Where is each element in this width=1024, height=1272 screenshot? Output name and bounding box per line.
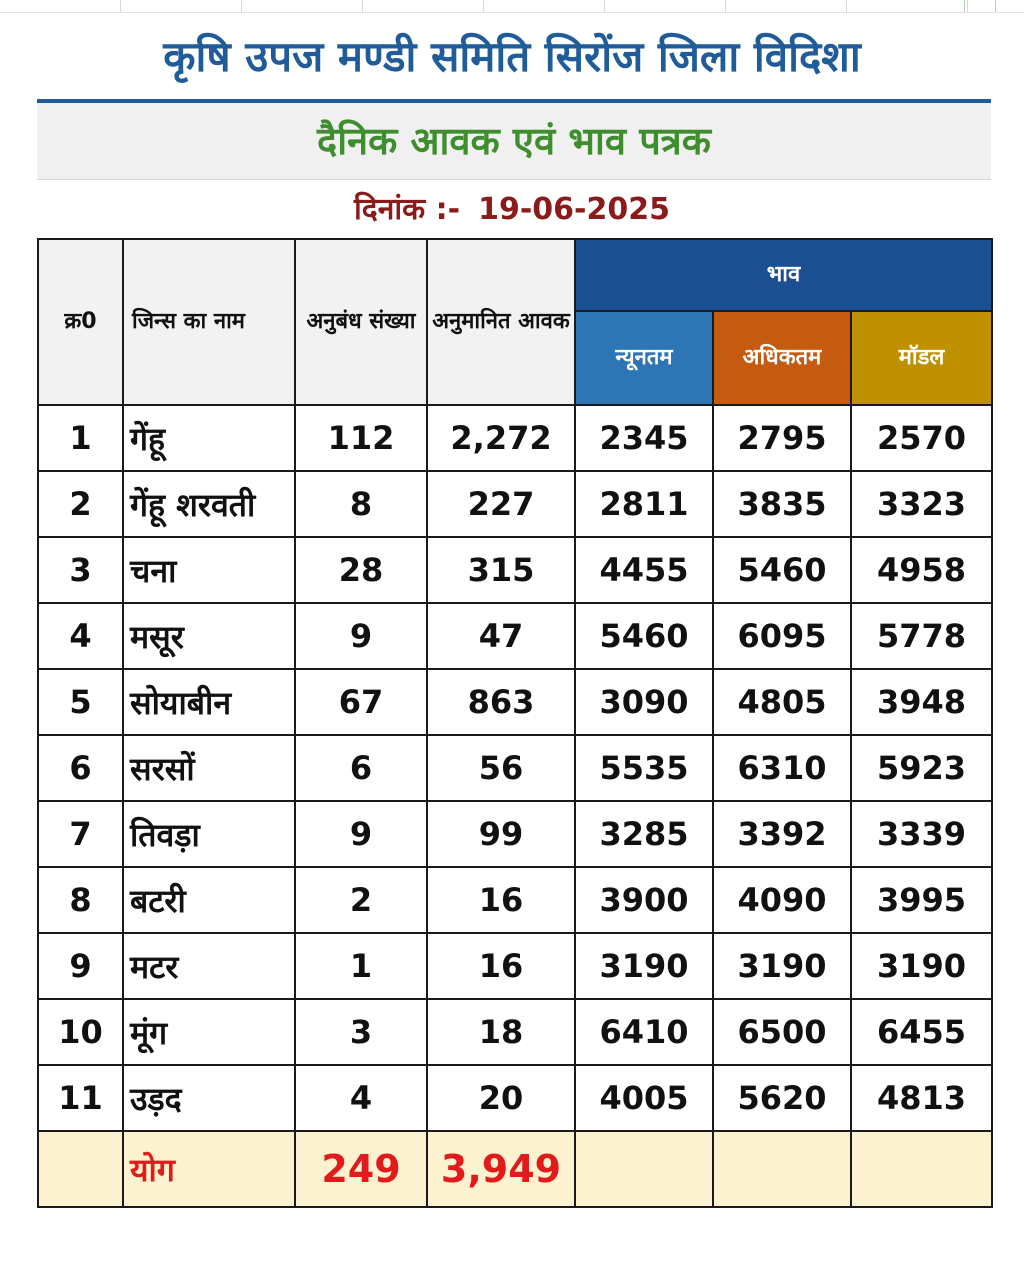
contracts-cell: 6 xyxy=(295,735,427,801)
min-rate-cell: 3190 xyxy=(575,933,713,999)
serial-cell: 9 xyxy=(38,933,123,999)
contracts-cell: 4 xyxy=(295,1065,427,1131)
min-rate-cell: 2811 xyxy=(575,471,713,537)
modal-rate-cell: 4813 xyxy=(851,1065,992,1131)
serial-cell: 1 xyxy=(38,405,123,471)
table-row xyxy=(38,999,992,1065)
header-commodity: जिन्स का नाम xyxy=(123,239,295,405)
modal-rate-cell: 3948 xyxy=(851,669,992,735)
header-max-rate: अधिकतम xyxy=(713,311,851,405)
serial-cell: 11 xyxy=(38,1065,123,1131)
commodity-cell: मटर xyxy=(123,933,295,999)
serial-cell: 10 xyxy=(38,999,123,1065)
modal-rate-cell: 2570 xyxy=(851,405,992,471)
max-rate-cell: 3835 xyxy=(713,471,851,537)
max-rate-cell: 6310 xyxy=(713,735,851,801)
min-rate-cell: 2345 xyxy=(575,405,713,471)
modal-rate-cell: 3323 xyxy=(851,471,992,537)
header-modal-rate: मॉडल xyxy=(851,311,992,405)
selected-cell-edge xyxy=(934,0,1024,12)
arrival-cell: 18 xyxy=(427,999,575,1065)
rates-table xyxy=(37,238,993,1208)
commodity-cell: गेंहू शरवती xyxy=(123,471,295,537)
max-rate-cell: 6095 xyxy=(713,603,851,669)
total-min-cell xyxy=(575,1131,713,1207)
arrival-cell: 863 xyxy=(427,669,575,735)
commodity-cell: गेंहू xyxy=(123,405,295,471)
contracts-cell: 9 xyxy=(295,801,427,867)
commodity-cell: उड़द xyxy=(123,1065,295,1131)
table-row xyxy=(38,801,992,867)
contracts-cell: 2 xyxy=(295,867,427,933)
contracts-cell: 3 xyxy=(295,999,427,1065)
table-row xyxy=(38,405,992,471)
total-label: योग xyxy=(123,1131,295,1207)
contracts-cell: 1 xyxy=(295,933,427,999)
header-contracts: अनुबंध संख्या xyxy=(295,239,427,405)
commodity-cell: सरसों xyxy=(123,735,295,801)
spreadsheet-gridlines xyxy=(0,0,1024,13)
min-rate-cell: 5535 xyxy=(575,735,713,801)
max-rate-cell: 5620 xyxy=(713,1065,851,1131)
max-rate-cell: 2795 xyxy=(713,405,851,471)
commodity-cell: चना xyxy=(123,537,295,603)
total-contracts: 249 xyxy=(295,1131,427,1207)
date-label: दिनांक :- xyxy=(354,192,461,227)
serial-cell: 8 xyxy=(38,867,123,933)
serial-cell: 6 xyxy=(38,735,123,801)
serial-cell: 7 xyxy=(38,801,123,867)
commodity-cell: तिवड़ा xyxy=(123,801,295,867)
arrival-cell: 20 xyxy=(427,1065,575,1131)
page-subtitle: दैनिक आवक एवं भाव पत्रक xyxy=(317,119,711,163)
min-rate-cell: 3285 xyxy=(575,801,713,867)
max-rate-cell: 5460 xyxy=(713,537,851,603)
min-rate-cell: 3090 xyxy=(575,669,713,735)
arrival-cell: 16 xyxy=(427,867,575,933)
total-row xyxy=(38,1131,992,1207)
serial-cell: 4 xyxy=(38,603,123,669)
contracts-cell: 8 xyxy=(295,471,427,537)
table-row xyxy=(38,735,992,801)
table-row xyxy=(38,537,992,603)
min-rate-cell: 4005 xyxy=(575,1065,713,1131)
modal-rate-cell: 6455 xyxy=(851,999,992,1065)
arrival-cell: 99 xyxy=(427,801,575,867)
contracts-cell: 9 xyxy=(295,603,427,669)
commodity-cell: मूंग xyxy=(123,999,295,1065)
commodity-cell: मसूर xyxy=(123,603,295,669)
modal-rate-cell: 3995 xyxy=(851,867,992,933)
modal-rate-cell: 4958 xyxy=(851,537,992,603)
table-row xyxy=(38,1065,992,1131)
serial-cell: 3 xyxy=(38,537,123,603)
modal-rate-cell: 3339 xyxy=(851,801,992,867)
arrival-cell: 227 xyxy=(427,471,575,537)
max-rate-cell: 3392 xyxy=(713,801,851,867)
header-arrival: अनुमानित आवक xyxy=(427,239,575,405)
total-arrival: 3,949 xyxy=(427,1131,575,1207)
total-modal-cell xyxy=(851,1131,992,1207)
modal-rate-cell: 3190 xyxy=(851,933,992,999)
table-row xyxy=(38,933,992,999)
contracts-cell: 28 xyxy=(295,537,427,603)
header-min-rate: न्यूनतम xyxy=(575,311,713,405)
max-rate-cell: 3190 xyxy=(713,933,851,999)
total-serial-cell xyxy=(38,1131,123,1207)
serial-cell: 5 xyxy=(38,669,123,735)
contracts-cell: 112 xyxy=(295,405,427,471)
max-rate-cell: 4805 xyxy=(713,669,851,735)
arrival-cell: 56 xyxy=(427,735,575,801)
arrival-cell: 47 xyxy=(427,603,575,669)
date-line xyxy=(0,186,1024,234)
table-row xyxy=(38,471,992,537)
table-row xyxy=(38,669,992,735)
min-rate-cell: 5460 xyxy=(575,603,713,669)
max-rate-cell: 4090 xyxy=(713,867,851,933)
table-row xyxy=(38,603,992,669)
min-rate-cell: 6410 xyxy=(575,999,713,1065)
arrival-cell: 16 xyxy=(427,933,575,999)
contracts-cell: 67 xyxy=(295,669,427,735)
commodity-cell: सोयाबीन xyxy=(123,669,295,735)
min-rate-cell: 4455 xyxy=(575,537,713,603)
max-rate-cell: 6500 xyxy=(713,999,851,1065)
header-rate-group: भाव xyxy=(575,239,992,311)
modal-rate-cell: 5923 xyxy=(851,735,992,801)
serial-cell: 2 xyxy=(38,471,123,537)
header-serial: क्र0 xyxy=(38,239,123,405)
date-value: 19-06-2025 xyxy=(478,192,670,227)
arrival-cell: 315 xyxy=(427,537,575,603)
total-max-cell xyxy=(713,1131,851,1207)
min-rate-cell: 3900 xyxy=(575,867,713,933)
commodity-cell: बटरी xyxy=(123,867,295,933)
modal-rate-cell: 5778 xyxy=(851,603,992,669)
table-row xyxy=(38,867,992,933)
page-title: कृषि उपज मण्डी समिति सिरोंज जिला विदिशा xyxy=(163,32,861,81)
arrival-cell: 2,272 xyxy=(427,405,575,471)
